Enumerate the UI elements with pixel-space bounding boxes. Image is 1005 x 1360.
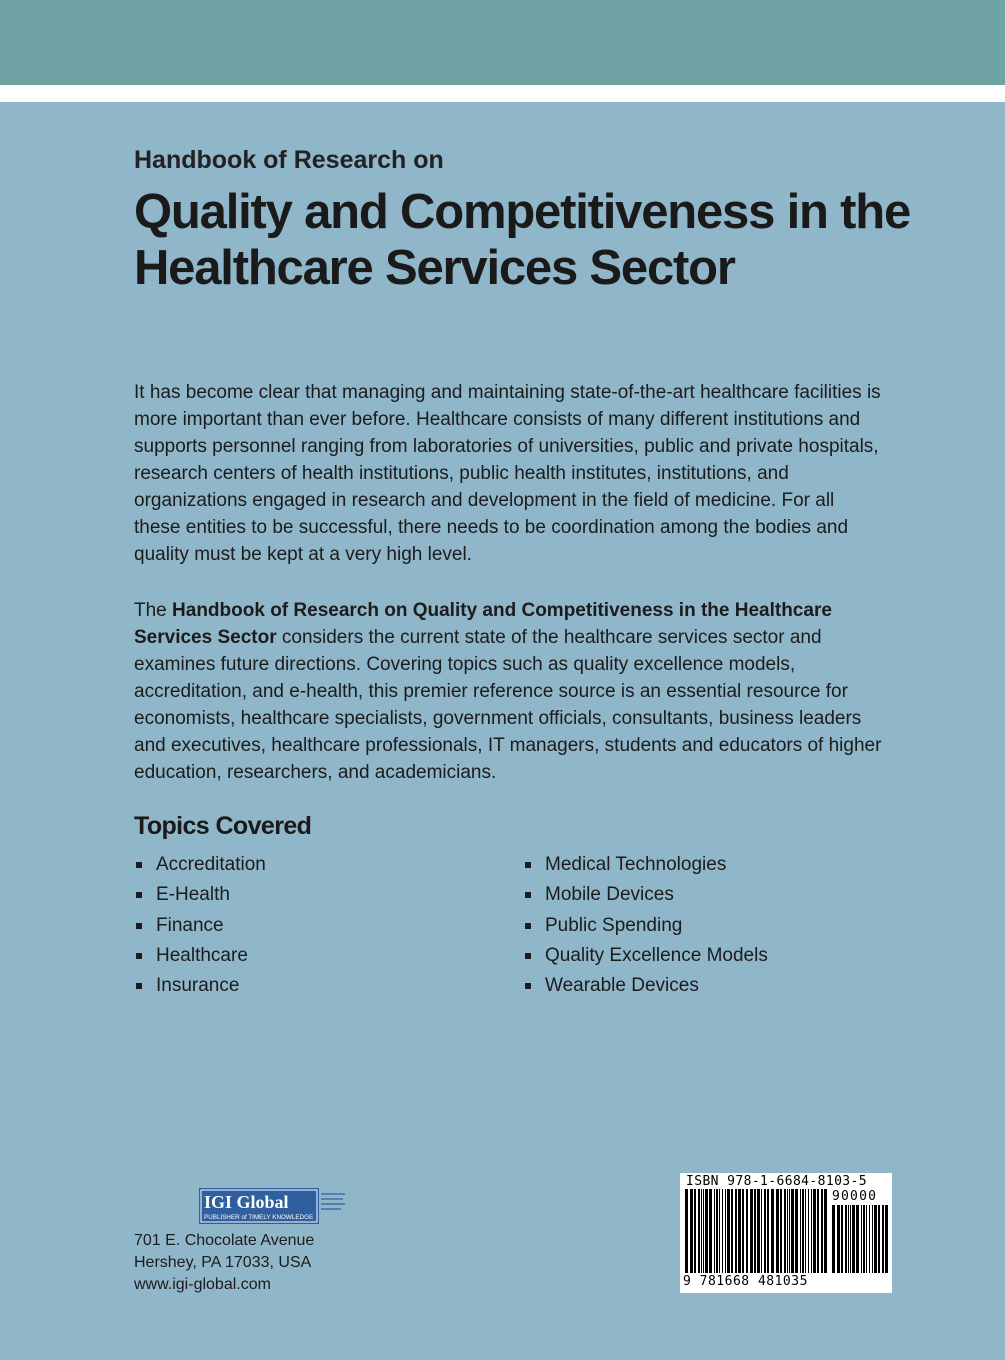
barcode-bar bbox=[885, 1205, 888, 1273]
ean-number: 9 781668 481035 bbox=[683, 1274, 808, 1289]
barcode-bar bbox=[787, 1189, 788, 1273]
top-color-band bbox=[0, 0, 1005, 85]
barcode-bar bbox=[698, 1189, 700, 1273]
barcode-bar bbox=[832, 1205, 835, 1273]
barcode-bar bbox=[694, 1189, 696, 1273]
barcode-bar bbox=[714, 1189, 715, 1273]
barcode-bar bbox=[709, 1189, 712, 1273]
topic-label: Wearable Devices bbox=[545, 975, 699, 997]
topic-item bbox=[134, 880, 266, 910]
topic-label: Accreditation bbox=[156, 854, 266, 875]
barcode-bar bbox=[738, 1189, 741, 1273]
barcode-bar bbox=[805, 1189, 806, 1273]
barcode-bar bbox=[685, 1189, 688, 1273]
topic-item bbox=[523, 911, 768, 941]
barcode-bar bbox=[764, 1189, 766, 1273]
square-bullet-icon bbox=[525, 953, 531, 959]
book-title bbox=[134, 184, 914, 296]
topic-item bbox=[523, 941, 768, 971]
square-bullet-icon bbox=[136, 892, 142, 898]
topic-label: Quality Excellence Models bbox=[545, 944, 768, 966]
topic-label: Insurance bbox=[156, 975, 240, 997]
barcode-bar bbox=[821, 1189, 823, 1273]
barcode-bar bbox=[761, 1189, 762, 1273]
isbn-number: ISBN 978-1-6684-8103-5 bbox=[686, 1174, 867, 1189]
barcode-bar bbox=[789, 1189, 790, 1273]
topic-label: Finance bbox=[156, 914, 224, 936]
square-bullet-icon bbox=[136, 862, 142, 868]
topic-label: Mobile Devices bbox=[545, 884, 674, 906]
barcode-bar bbox=[845, 1205, 847, 1273]
square-bullet-icon bbox=[525, 862, 531, 868]
ean-barcode-bars bbox=[684, 1189, 829, 1275]
book-subtitle: Handbook of Research on bbox=[134, 146, 444, 174]
square-bullet-icon bbox=[136, 983, 142, 989]
topic-label: Healthcare bbox=[156, 944, 248, 966]
topic-label: Medical Technologies bbox=[545, 854, 727, 875]
barcode-bar bbox=[750, 1189, 753, 1273]
address-city: Hershey, PA 17033, USA bbox=[134, 1254, 312, 1271]
barcode-bar bbox=[850, 1205, 851, 1273]
barcode-bar bbox=[771, 1189, 774, 1273]
square-bullet-icon bbox=[136, 953, 142, 959]
barcode-bar bbox=[795, 1189, 798, 1273]
barcode-bar bbox=[719, 1189, 720, 1273]
barcode-bar bbox=[690, 1189, 693, 1273]
barcode-bar bbox=[874, 1205, 877, 1273]
barcode-bar bbox=[791, 1189, 794, 1273]
barcode-bar bbox=[861, 1205, 862, 1273]
topic-item bbox=[523, 850, 768, 880]
topic-label: Public Spending bbox=[545, 914, 683, 936]
barcode-bar bbox=[808, 1189, 809, 1273]
barcode-bar bbox=[878, 1205, 880, 1273]
barcode-bar bbox=[742, 1189, 744, 1273]
barcode-bar bbox=[731, 1189, 733, 1273]
barcode-bar bbox=[869, 1205, 870, 1273]
barcode-bar bbox=[856, 1205, 859, 1273]
barcode-bar bbox=[852, 1205, 855, 1273]
square-bullet-icon bbox=[525, 983, 531, 989]
barcode-bar bbox=[767, 1189, 769, 1273]
barcode-bar bbox=[811, 1189, 812, 1273]
barcode-bar bbox=[754, 1189, 756, 1273]
topic-item bbox=[134, 971, 266, 1001]
topic-item bbox=[134, 850, 266, 880]
book-title-line-2: Healthcare Services Sector bbox=[134, 241, 735, 295]
topic-item bbox=[134, 941, 266, 971]
topic-item bbox=[523, 880, 768, 910]
publisher-address bbox=[134, 1230, 314, 1296]
barcode-bar bbox=[705, 1189, 708, 1273]
barcode-bar bbox=[703, 1189, 704, 1273]
topic-item bbox=[134, 911, 266, 941]
barcode-bar bbox=[813, 1189, 816, 1273]
paragraph-2-intro: The bbox=[134, 600, 173, 621]
barcode-bar bbox=[746, 1189, 748, 1273]
barcode-bar bbox=[800, 1189, 801, 1273]
barcode-bar bbox=[727, 1189, 730, 1273]
isbn-barcode bbox=[680, 1173, 892, 1293]
paragraph-2-body: considers the current state of the healthcare services sector and examines future directions. Covering topics such as quality excellence models, accreditation, and e-health, this premier reference source is an essential resource for economists, healthcare specialists, government officials, consultants, business leaders and executives, healthcare professionals, IT managers, students and educators of higher education, researchers, and academicians. bbox=[134, 627, 882, 783]
price-barcode-bars bbox=[831, 1205, 889, 1275]
barcode-bar bbox=[837, 1205, 840, 1273]
barcode-bar bbox=[882, 1205, 884, 1273]
barcode-bar bbox=[802, 1189, 804, 1273]
barcode-bar bbox=[725, 1189, 726, 1273]
logo-tagline: PUBLISHER of TIMELY KNOWLEDGE bbox=[204, 1214, 314, 1221]
square-bullet-icon bbox=[136, 923, 142, 929]
barcode-bar bbox=[841, 1205, 843, 1273]
barcode-bar bbox=[848, 1205, 849, 1273]
book-title-line-1: Quality and Competitiveness in the bbox=[134, 185, 911, 239]
topics-list-left bbox=[134, 850, 266, 1001]
square-bullet-icon bbox=[525, 923, 531, 929]
address-street: 701 E. Chocolate Avenue bbox=[134, 1232, 315, 1249]
publisher-website[interactable]: www.igi-global.com bbox=[134, 1276, 271, 1293]
igi-global-logo bbox=[199, 1188, 345, 1224]
barcode-bar bbox=[757, 1189, 760, 1273]
price-code: 90000 bbox=[832, 1189, 878, 1204]
barcode-bar bbox=[817, 1189, 819, 1273]
barcode-bar bbox=[866, 1205, 867, 1273]
description-paragraph-1: It has become clear that managing and maintaining state-of-the-art healthcare facilities is more important than ever before. Healthcare consists of many different institutions and supports personnel ranging from laboratories of universities, public and private hospitals, research centers of health institutions, public health institutes, institutions, and organizations engaged in research and development in the field of medicine. For all these entities to be successful, there needs to be coordination among the bodies and quality must be kept at a very high level. bbox=[134, 382, 881, 565]
topics-heading: Topics Covered bbox=[134, 812, 312, 840]
barcode-bar bbox=[784, 1189, 786, 1273]
barcode-bar bbox=[780, 1189, 782, 1273]
white-divider-band bbox=[0, 85, 1005, 102]
topic-item bbox=[523, 971, 768, 1001]
barcode-bar bbox=[872, 1205, 873, 1273]
barcode-bar bbox=[776, 1189, 779, 1273]
logo-name: IGI Global bbox=[204, 1192, 289, 1212]
barcode-bar bbox=[735, 1189, 737, 1273]
barcode-bar bbox=[863, 1205, 865, 1273]
square-bullet-icon bbox=[525, 892, 531, 898]
topic-label: E-Health bbox=[156, 884, 230, 906]
barcode-bar bbox=[722, 1189, 723, 1273]
barcode-bar bbox=[716, 1189, 718, 1273]
barcode-bar bbox=[824, 1189, 827, 1273]
topics-list-right bbox=[523, 850, 768, 1001]
description-paragraph-2 bbox=[134, 597, 884, 786]
paragraph-2-book-name: Handbook of Research on Quality and Competitiveness in the Healthcare Services Sector bbox=[134, 600, 832, 648]
barcode-bar bbox=[701, 1189, 702, 1273]
